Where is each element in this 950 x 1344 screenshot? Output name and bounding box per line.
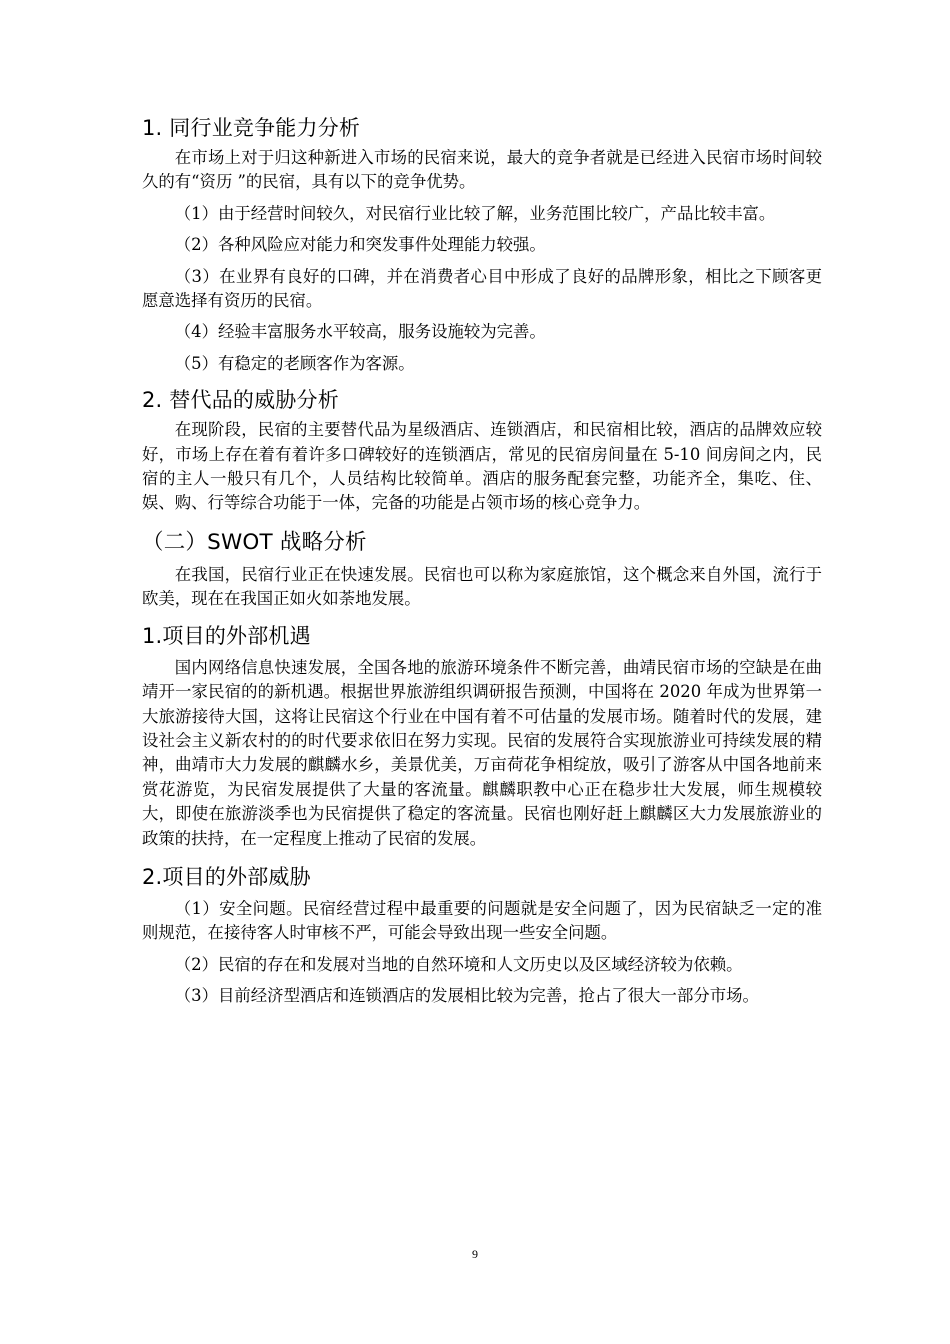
list-item: （4）经验丰富服务水平较高，服务设施较为完善。 (174, 322, 546, 342)
list-item: （3）目前经济型酒店和连锁酒店的发展相比较为完善，抢占了很大一部分市场。 (174, 986, 759, 1006)
list-item: （2）各种风险应对能力和突发事件处理能力较强。 (174, 235, 546, 255)
paragraph: 国内网络信息快速发展，全国各地的旅游环境条件不断完善，曲靖民宿市场的空缺是在曲靖开一家民宿的的新机遇。根据世界旅游组织调研报告预测，中国将在 2020 年成为世界第一大旅游接待大国，这将让民宿这个行业在中国有着不可估量的发展市场。随着时代的发展，建设社会主义新农村的的时代要求依旧在努力实现。民宿的发展符合实现旅游业可持续发展的精神，曲靖市大力发展的麒麟水乡，美景优美，万亩荷花争相绽放，吸引了游客从中国各地前来赏花游览，为民宿发展提供了大量的客流量。麒麟职教中心正在稳步壮大发展，师生规模较大，即使在旅游淡季也为民宿提供了稳定的客流量。民宿也刚好赶上麒麟区大力发展旅游业的政策的扶持，在一定程度上推动了民宿的发展。 (142, 657, 822, 848)
section-heading-substitutes: 2. 替代品的威胁分析 (142, 388, 339, 413)
paragraph: 在市场上对于归这种新进入市场的民宿来说，最大的竞争者就是已经进入民宿市场时间较久的有“资历 ”的民宿，具有以下的竞争优势。 (142, 148, 822, 192)
chapter-heading-swot: （二）SWOT 战略分析 (142, 529, 367, 555)
section-heading-competition: 1. 同行业竞争能力分析 (142, 116, 361, 140)
list-item: （2）民宿的存在和发展对当地的自然环境和人文历史以及区域经济较为依赖。 (174, 954, 743, 974)
list-item: （1）由于经营时间较久，对民宿行业比较了解，业务范围比较广，产品比较丰富。 (174, 203, 776, 223)
section-heading-threats: 2.项目的外部威胁 (142, 864, 311, 889)
list-item: （1）安全问题。民宿经营过程中最重要的问题就是安全问题了，因为民宿缺乏一定的准则规范，在接待客人时审核不严，可能会导致出现一些安全问题。 (142, 898, 822, 943)
paragraph: 在我国，民宿行业正在快速发展。民宿也可以称为家庭旅馆，这个概念来自外国，流行于欧美，现在在我国正如火如荼地发展。 (142, 564, 822, 609)
page-number: 9 (472, 1247, 478, 1261)
section-heading-opportunities: 1.项目的外部机遇 (142, 623, 311, 648)
list-item: （3）在业界有良好的口碑，并在消费者心目中形成了良好的品牌形象，相比之下顾客更愿意选择有资历的民宿。 (142, 266, 822, 311)
page-body (142, 114, 822, 1016)
paragraph: 在现阶段，民宿的主要替代品为星级酒店、连锁酒店，和民宿相比较，酒店的品牌效应较好，市场上存在着有着许多口碑较好的连锁酒店，常见的民宿房间量在 5-10 间房间之内，民宿的主人一般只有几个，人员结构比较简单。酒店的服务配套完整，功能齐全，集吃、住、娱、购、行等综合功能于一体，完备的功能是占领市场的核心竞争力。 (142, 420, 822, 513)
list-item: （5）有稳定的老顾客作为客源。 (174, 353, 415, 373)
